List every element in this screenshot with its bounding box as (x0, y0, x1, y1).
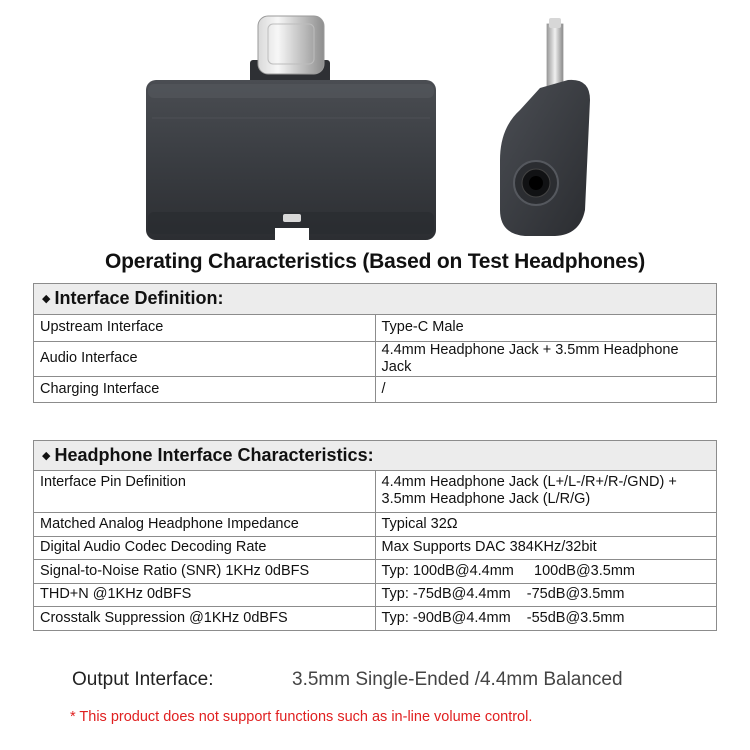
table-row (34, 607, 717, 631)
interface-definition-table (33, 283, 717, 403)
output-interface (72, 669, 623, 691)
type-c-plug (250, 16, 330, 90)
table-row (34, 560, 717, 584)
spec-value: Type-C Male (375, 315, 717, 342)
spec-value: 4.4mm Headphone Jack + 3.5mm Headphone Jack (375, 341, 717, 376)
adapter-body-front (146, 80, 436, 242)
table-row (34, 376, 717, 403)
spec-value: / (375, 376, 717, 403)
spec-value: Typical 32Ω (375, 513, 717, 537)
spec-value: Max Supports DAC 384KHz/32bit (375, 536, 717, 560)
section-heading-text: Headphone Interface Characteristics: (54, 444, 374, 465)
spec-value: Typ: -90dB@4.4mm -55dB@3.5mm (375, 607, 717, 631)
output-interface-value: 3.5mm Single-Ended /4.4mm Balanced (292, 669, 623, 690)
diamond-bullet-icon: ◆ (42, 449, 51, 462)
spec-label: Digital Audio Codec Decoding Rate (34, 536, 376, 560)
spec-value: Typ: -75dB@4.4mm -75dB@3.5mm (375, 583, 717, 607)
table-row (34, 536, 717, 560)
table-header-row (34, 284, 717, 315)
table-row (34, 471, 717, 513)
table-row (34, 315, 717, 342)
headphone-characteristics-table (33, 440, 717, 631)
table-row (34, 513, 717, 537)
table-row (34, 583, 717, 607)
section-heading (34, 441, 717, 471)
spec-label: THD+N @1KHz 0dBFS (34, 583, 376, 607)
section-heading-text: Interface Definition: (54, 288, 224, 308)
output-interface-label: Output Interface: (72, 669, 214, 690)
page-title: Operating Characteristics (Based on Test Headphones) (104, 250, 645, 273)
spec-value: 4.4mm Headphone Jack (L+/L-/R+/R-/GND) + 3.5mm Headphone Jack (L/R/G) (375, 471, 717, 513)
spec-value: Typ: 100dB@4.4mm 100dB@3.5mm (375, 560, 717, 584)
spec-label: Matched Analog Headphone Impedance (34, 513, 376, 537)
table-header-row (34, 441, 717, 471)
product-image (0, 0, 750, 250)
spec-label: Charging Interface (34, 376, 376, 403)
adapter-side-view (500, 18, 590, 236)
section-heading (34, 284, 717, 315)
spec-label: Crosstalk Suppression @1KHz 0dBFS (34, 607, 376, 631)
warning-note: * This product does not support functions such as in-line volume control. (70, 709, 533, 725)
spec-label: Upstream Interface (34, 315, 376, 342)
spec-label: Signal-to-Noise Ratio (SNR) 1KHz 0dBFS (34, 560, 376, 584)
spec-label: Audio Interface (34, 341, 376, 376)
table-row (34, 341, 717, 376)
spec-label: Interface Pin Definition (34, 471, 376, 513)
diamond-bullet-icon: ◆ (42, 293, 51, 305)
